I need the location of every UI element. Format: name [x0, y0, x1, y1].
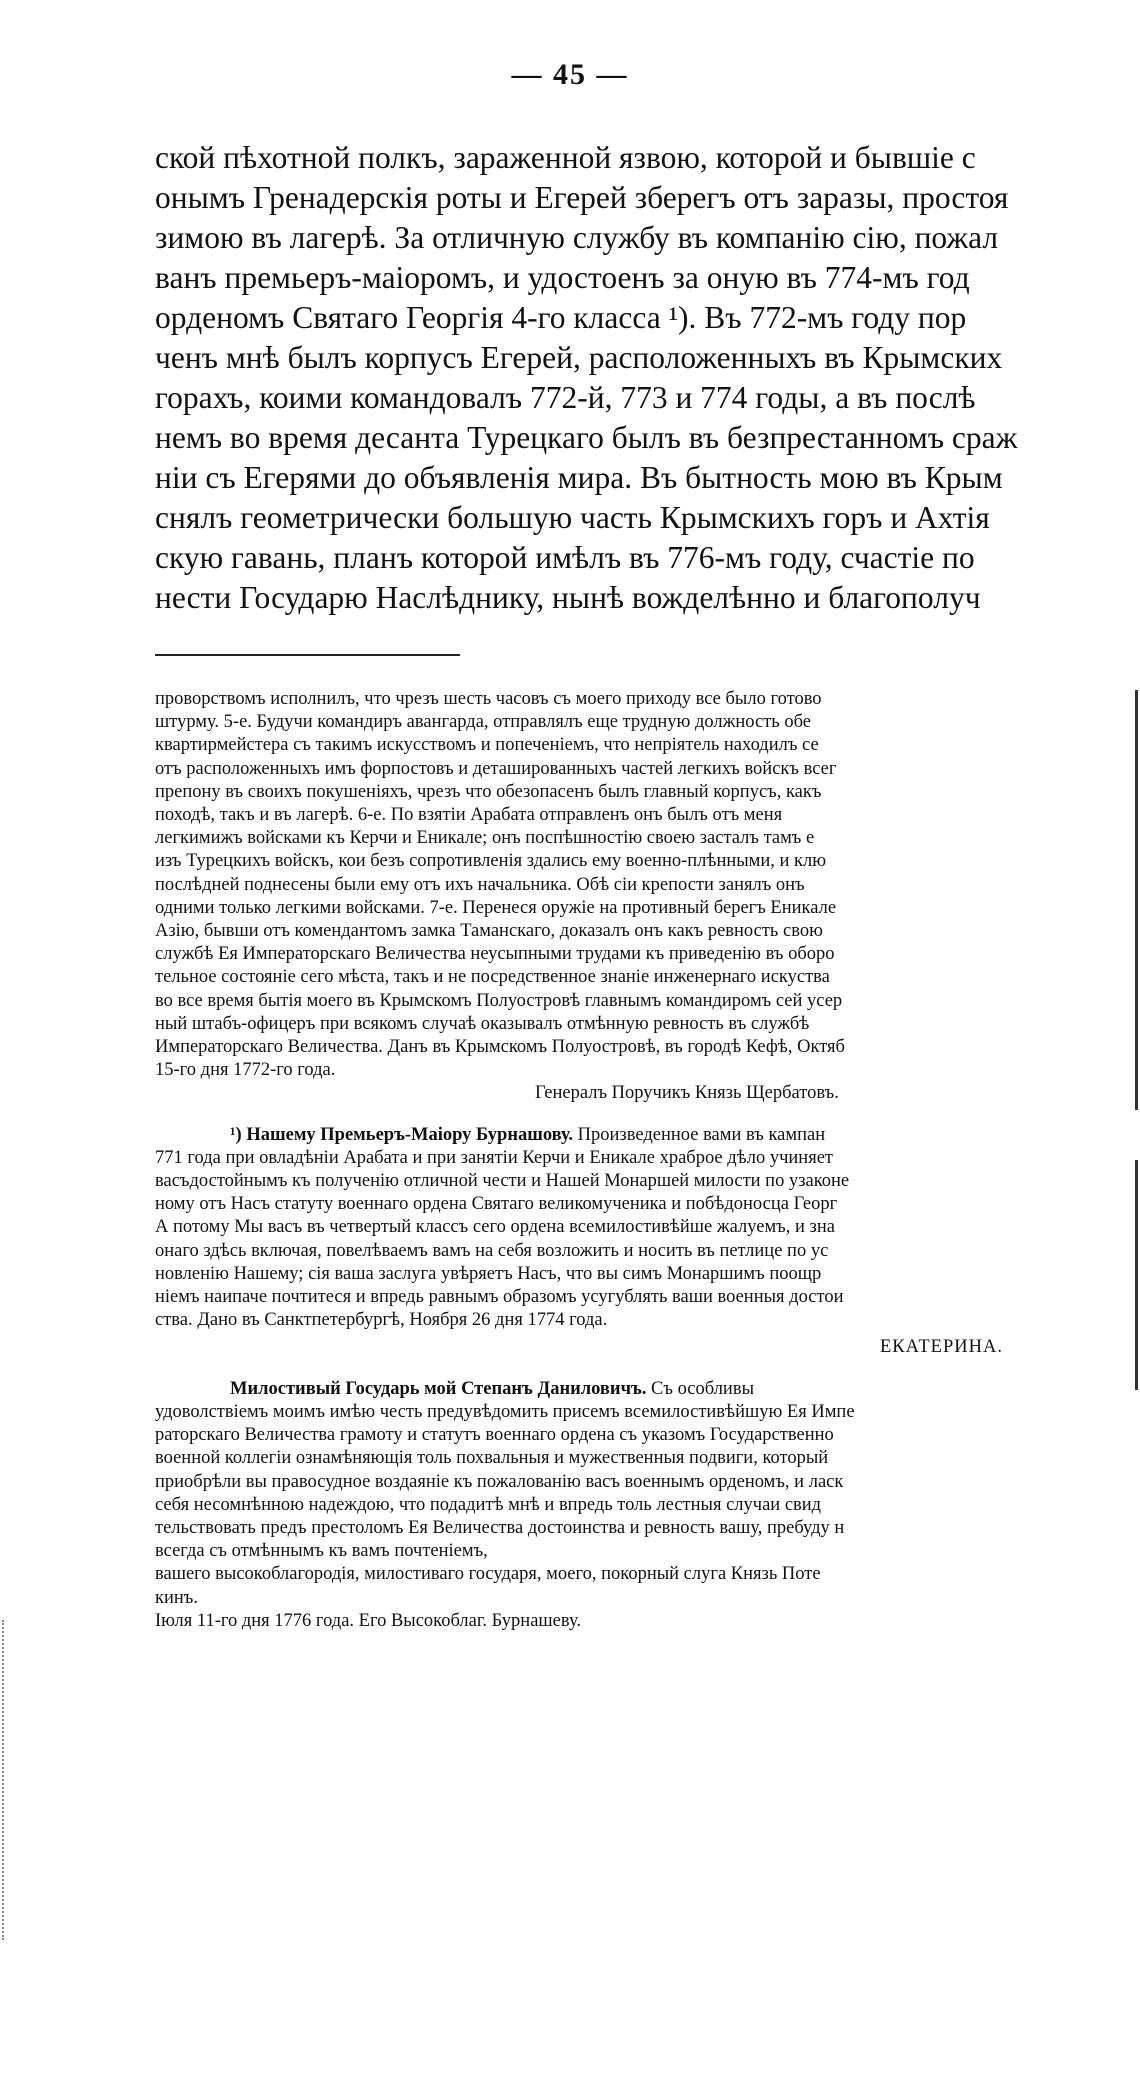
footnote-line: ному отъ Насъ статуту военнаго ордена Святаго великомученика и побѣдоносца Георг — [155, 1194, 838, 1215]
letter-line: раторскаго Величества грамоту и статутъ военнаго ордена съ указомъ Государственно — [155, 1425, 834, 1446]
notes-block — [155, 688, 1140, 1633]
spacer — [155, 1360, 1140, 1378]
notes-line: препону въ своихъ покушеніяхъ, чрезъ что обезопасенъ былъ главный корпусъ, какъ — [155, 781, 822, 802]
main-text-line: ніи съ Егерями до объявленія мира. Въ бытность мою въ Крым — [155, 460, 1003, 495]
notes-line: Азію, бывши отъ комендантомъ замка Таманскаго, доказалъ онъ какъ ревность свою — [155, 921, 823, 942]
footnote-separator-rule — [155, 654, 460, 656]
footnote-signature: ЕКАТЕРИНА. — [880, 1337, 1003, 1358]
notes-line: 15-го дня 1772-го года. — [155, 1060, 336, 1081]
notes-line: проворствомъ исполнилъ, что чрезъ шесть часовъ съ моего приходу все было готово — [155, 689, 822, 709]
notes-line: одними только легкими войсками. 7-е. Перенеся оружіе на противный берегъ Еникале — [155, 897, 837, 918]
main-text-line: ской пѣхотной полкъ, зараженной язвою, которой и бывшіе с — [155, 140, 976, 175]
spacer — [155, 1106, 1140, 1124]
footnote-line: ніемъ наипаче почтитеся и впредь равнымъ образомъ усугублять ваши военныя достои — [155, 1287, 844, 1308]
main-text-line: скую гавань, планъ которой имѣлъ въ 776-мъ году, счастіе по — [155, 540, 975, 575]
notes-signature: Генералъ Поручикъ Князь Щербатовъ. — [535, 1083, 839, 1104]
main-text-line: онымъ Гренадерскія роты и Егерей зберегъ отъ заразы, простоя — [155, 180, 1009, 215]
notes-paragraph — [155, 688, 1140, 1082]
notes-line: штурму. 5-е. Будучи командиръ авангарда, отправлялъ еще трудную должность обе — [155, 712, 812, 733]
footnote-line: новленію Нашему; сія ваша заслуга увѣряетъ Насъ, что вы симъ Монаршимъ поощр — [155, 1263, 822, 1284]
letter-line: себя несомнѣнною надеждою, что подадитѣ мнѣ и впредь толь лестныя случаи свид — [155, 1494, 822, 1515]
letter-line: кинъ. — [155, 1587, 198, 1608]
scan-edge-mark — [1135, 1160, 1138, 1390]
main-text-line: ванъ премьеръ-маіоромъ, и удостоенъ за оную въ 774-мъ год — [155, 260, 970, 295]
notes-line: во все время бытія моего въ Крымскомъ Полуостровѣ главнымъ командиромъ сей усер — [155, 990, 843, 1011]
letter-first-line-rest: Съ особливы — [651, 1378, 754, 1399]
notes-line: легкимижъ войсками къ Керчи и Еникале; онъ поспѣшностію своею засталъ тамъ е — [155, 828, 815, 849]
notes-line: квартирмейстера съ такимъ искусствомъ и попеченіемъ, что непріятель находилъ се — [155, 735, 819, 756]
scan-edge-mark — [1135, 690, 1138, 1110]
main-text-block — [155, 138, 1140, 618]
main-text-line: снялъ геометрически большую часть Крымскихъ горъ и Ахтія — [155, 500, 990, 535]
notes-line: тельное состояніе сего мѣста, такъ и не посредственное знаніе инженернаго искуства — [155, 967, 830, 988]
main-text-line: ченъ мнѣ былъ корпусъ Егерей, расположенныхъ въ Крымских — [155, 340, 1003, 375]
letter-line: Іюля 11-го дня 1776 года. Его Высокоблаг. Бурнашеву. — [155, 1610, 581, 1631]
letter-first-line — [155, 1378, 1140, 1401]
footnote-first-line — [155, 1124, 1140, 1147]
letter-line: вашего высокоблагородія, милостиваго государя, моего, покорный слуга Князь Поте — [155, 1564, 821, 1585]
letter-line: приобрѣли вы правосудное воздаяніе къ пожалованію васъ военнымъ орденомъ, и ласк — [155, 1471, 844, 1492]
letter-line: всегда съ отмѣннымъ къ вамъ почтеніемъ, — [155, 1541, 488, 1562]
footnote-marker: ¹) — [230, 1124, 242, 1145]
letter-line: удоволствіемъ моимъ имѣю честь предувѣдомить присемъ всемилостивѣйшую Ея Импе — [155, 1401, 855, 1422]
letter-line: военной коллегіи ознамѣняющія толь похвальныя и мужественныя подвиги, который — [155, 1448, 829, 1469]
footnote-heading: Нашему Премьеръ-Маіору Бурнашову. — [246, 1124, 574, 1145]
letter-paragraph — [155, 1401, 1140, 1633]
main-text-line: горахъ, коими командовалъ 772-й, 773 и 774 годы, а въ послѣ — [155, 380, 976, 415]
notes-line: службѣ Ея Императорскаго Величества неусыпными трудами къ приведенію въ оборо — [155, 944, 835, 965]
footnote-line: васъдостойнымъ къ полученію отличной чести и Нашей Монаршей милости по узаконе — [155, 1171, 850, 1192]
main-text-line: нести Государю Наслѣднику, нынѣ вожделѣнно и благополуч — [155, 580, 981, 615]
footnote-line: А потому Мы васъ въ четвертый классъ сего ордена всемилостивѣйше жалуемъ, и зна — [155, 1217, 835, 1238]
letter-heading: Милостивый Государь мой Степанъ Даниловичъ. — [230, 1378, 647, 1399]
footnote-first-line-rest: Произведенное вами въ кампан — [577, 1124, 826, 1145]
notes-line: послѣдней поднесены были ему отъ ихъ начальника. Обѣ сіи крепости занялъ онъ — [155, 874, 805, 895]
notes-line: походѣ, такъ и въ лагерѣ. 6-е. По взятіи Арабата отправленъ онъ былъ отъ меня — [155, 805, 783, 826]
notes-line: ный штабъ-офицеръ при всякомъ случаѣ оказывалъ отмѣнную ревность въ службѣ — [155, 1013, 810, 1034]
letter-line: тельствовать предъ престоломъ Ея Величества достоинства и ревность вашу, пребуду н — [155, 1517, 845, 1538]
scan-margin-marks — [2, 1620, 12, 1940]
footnote-line: ства. Дано въ Санктпетербургѣ, Ноября 26 дня 1774 года. — [155, 1310, 608, 1331]
main-text-line: зимою въ лагерѣ. За отличную службу въ компанію сію, пожал — [155, 220, 999, 255]
footnote-paragraph — [155, 1147, 1140, 1333]
footnote-line: 771 года при овладѣніи Арабата и при занятіи Керчи и Еникале храброе дѣло учиняет — [155, 1147, 833, 1168]
main-text-line: орденомъ Святаго Георгія 4-го класса ¹). Въ 772-мъ году пор — [155, 300, 967, 335]
page-number: — 45 — — [511, 58, 629, 91]
notes-line: изъ Турецкихъ войскъ, кои безъ сопротивленія здались ему военно-плѣнными, и клю — [155, 851, 827, 872]
notes-line: Императорскаго Величества. Данъ въ Крымскомъ Полуостровѣ, въ городѣ Кефѣ, Октяб — [155, 1037, 845, 1058]
main-text-line: немъ во время десанта Турецкаго былъ въ безпрестанномъ сраж — [155, 420, 1018, 455]
notes-line: отъ расположенныхъ имъ форпостовъ и деташированныхъ частей легкихъ войскъ всег — [155, 758, 837, 779]
footnote-line: онаго здѣсь включая, повелѣваемъ вамъ на себя возложить и носить въ петлице по ус — [155, 1240, 829, 1261]
